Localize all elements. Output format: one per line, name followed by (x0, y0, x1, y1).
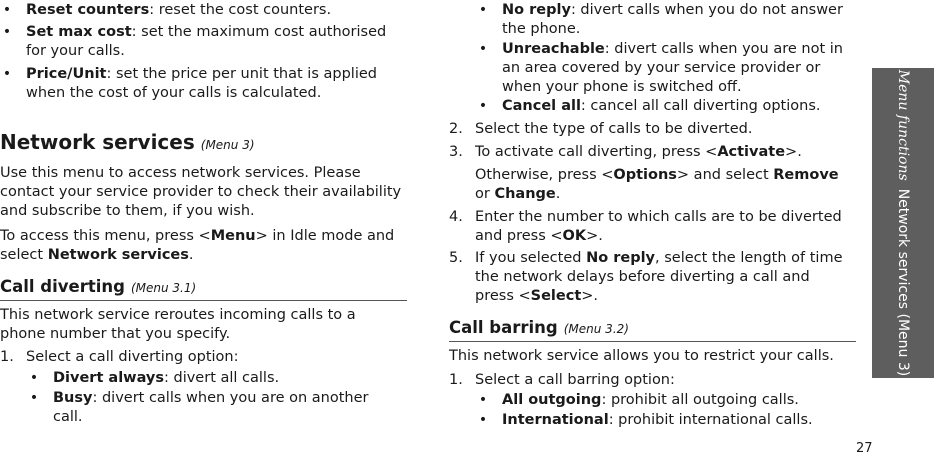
step-number: 3. (449, 144, 463, 160)
bullet-dot: • (478, 412, 488, 428)
option-continuation: call. (53, 409, 83, 425)
step-text: and press <OK>. (475, 228, 603, 244)
subsection-heading-call-diverting: Call diverting (Menu 3.1) (0, 277, 197, 296)
step-text: or Change. (475, 186, 561, 202)
step-text: the network delays before diverting a call and (475, 269, 810, 285)
option-divert-always: Divert always: divert all calls. (53, 370, 280, 386)
step-text: press <Select>. (475, 288, 599, 304)
heading-divider (449, 341, 856, 342)
bullet-dot: • (478, 41, 488, 57)
side-tab-label: Menu functionsNetwork services (Menu 3) (895, 69, 911, 377)
step-text: Select a call barring option: (475, 372, 675, 388)
step-number: 1. (0, 349, 14, 365)
bullet-dot: • (478, 2, 488, 18)
step-number: 2. (449, 121, 463, 137)
option-all-outgoing: All outgoing: prohibit all outgoing calls. (502, 392, 799, 408)
step-text: Select the type of calls to be diverted. (475, 121, 753, 137)
option-cancel-all: Cancel all: cancel all call diverting options. (502, 98, 821, 114)
bullet-dot: • (478, 98, 488, 114)
bullet-price-unit: Price/Unit: set the price per unit that is applied (26, 66, 377, 82)
page-number: 27 (856, 441, 873, 456)
subsection-heading-call-barring: Call barring (Menu 3.2) (449, 318, 629, 337)
bullet-dot: • (2, 2, 12, 18)
option-busy: Busy: divert calls when you are on another (53, 390, 369, 406)
option-no-reply: No reply: divert calls when you do not answer (502, 2, 843, 18)
option-continuation: an area covered by your service provider or (502, 60, 821, 76)
description-line: phone number that you specify. (0, 326, 231, 342)
bullet-dot: • (2, 24, 12, 40)
bullet-dot: • (29, 370, 39, 386)
bullet-continuation: when the cost of your calls is calculated. (26, 85, 322, 101)
description-line: This network service allows you to restrict your calls. (449, 348, 834, 364)
access-instruction: select Network services. (0, 247, 194, 263)
step-number: 1. (449, 372, 463, 388)
step-text: Select a call diverting option: (26, 349, 239, 365)
step-number: 5. (449, 250, 463, 266)
description-line: This network service reroutes incoming calls to a (0, 307, 356, 323)
section-heading: Network services (Menu 3) (0, 130, 255, 154)
option-continuation: the phone. (502, 21, 581, 37)
intro-line: Use this menu to access network services. Please (0, 165, 361, 181)
bullet-continuation: for your calls. (26, 43, 125, 59)
step-number: 4. (449, 209, 463, 225)
step-text: Otherwise, press <Options> and select Remove (475, 167, 839, 183)
bullet-dot: • (478, 392, 488, 408)
option-unreachable: Unreachable: divert calls when you are not in (502, 41, 843, 57)
heading-divider (0, 300, 407, 301)
bullet-dot: • (29, 390, 39, 406)
bullet-dot: • (2, 66, 12, 82)
option-international: International: prohibit international calls. (502, 412, 813, 428)
bullet-set-max-cost: Set max cost: set the maximum cost authorised (26, 24, 387, 40)
bullet-reset-counters: Reset counters: reset the cost counters. (26, 2, 332, 18)
option-continuation: when your phone is switched off. (502, 79, 742, 95)
step-text: If you selected No reply, select the length of time (475, 250, 843, 266)
step-text: Enter the number to which calls are to be diverted (475, 209, 842, 225)
access-instruction: To access this menu, press <Menu> in Idle mode and (0, 228, 395, 244)
intro-line: contact your service provider to check their availability (0, 184, 402, 200)
step-text: To activate call diverting, press <Activate>. (475, 144, 802, 160)
intro-line: and subscribe to them, if you wish. (0, 203, 255, 219)
